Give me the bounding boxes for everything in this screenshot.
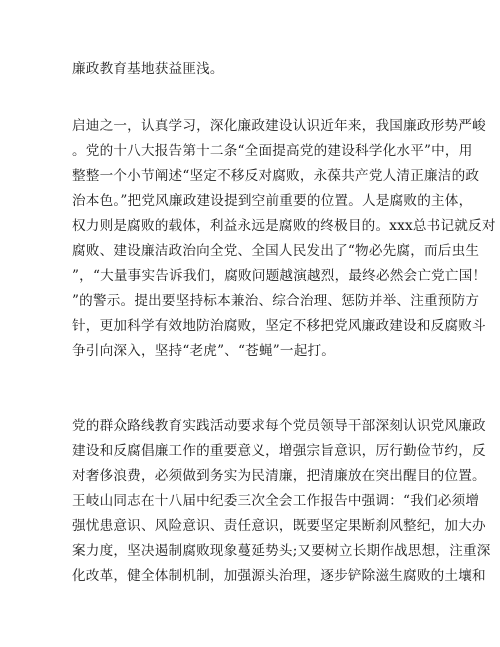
text-line: 整整一个小节阐述“坚定不移反对腐败，永葆共产党人清正廉洁的政 xyxy=(72,168,480,184)
text-line: 建设和反腐倡廉工作的重要意义，增强宗旨意识，厉行勤俭节约，反 xyxy=(72,443,486,459)
text-line: 治本色。”把党风廉政建设提到空前重要的位置。人是腐败的主体， xyxy=(72,193,473,209)
text-line: 争引向深入，坚持“老虎”、“苍蝇”一起打。 xyxy=(72,343,336,359)
text-line: 党的群众路线教育实践活动要求每个党员领导干部深刻认识党风廉政 xyxy=(72,418,486,434)
text-line: 案力度，坚决遏制腐败现象蔓延势头;又要树立长期作战思想，注重深 xyxy=(72,543,491,559)
text-line: 廉政教育基地获益匪浅。 xyxy=(72,61,224,77)
text-line: ”的警示。提出要坚持标本兼治、综合治理、惩防并举、注重预防方 xyxy=(72,293,480,309)
text-line: 权力则是腐败的载体，利益永远是腐败的终极目的。xxx总书记就反对 xyxy=(72,218,496,234)
text-line: 对奢侈浪费，必须做到务实为民清廉，把清廉放在突出醒目的位置。 xyxy=(72,468,486,484)
text-line: 启迪之一，认真学习，深化廉政建设认识近年来，我国廉政形势严峻 xyxy=(72,118,486,134)
text-line: 针，更加科学有效地防治腐败，坚定不移把党风廉政建设和反腐败斗 xyxy=(72,318,486,334)
paragraph-intro xyxy=(72,57,430,82)
text-line: 王岐山同志在十八届中纪委三次全会工作报告中强调：“我们必须增 xyxy=(72,493,480,509)
paragraph-inspiration-one xyxy=(72,114,496,364)
text-line: 化改革，健全体制机制，加强源头治理，逐步铲除滋生腐败的土壤和 xyxy=(72,568,486,584)
text-line: 强忧患意识、风险意识、责任意识，既要坚定果断刹风整纪，加大办 xyxy=(72,518,486,534)
text-line: 。党的十八大报告第十二条“全面提高党的建设科学化水平”中，用 xyxy=(72,143,473,159)
text-line: ”，“大量事实告诉我们，腐败问题越演越烈，最终必然会亡党亡国！ xyxy=(72,268,487,284)
text-line: 腐败、建设廉洁政治向全党、全国人民发出了“物必先腐，而后虫生 xyxy=(72,243,480,259)
paragraph-mass-line xyxy=(72,414,491,589)
